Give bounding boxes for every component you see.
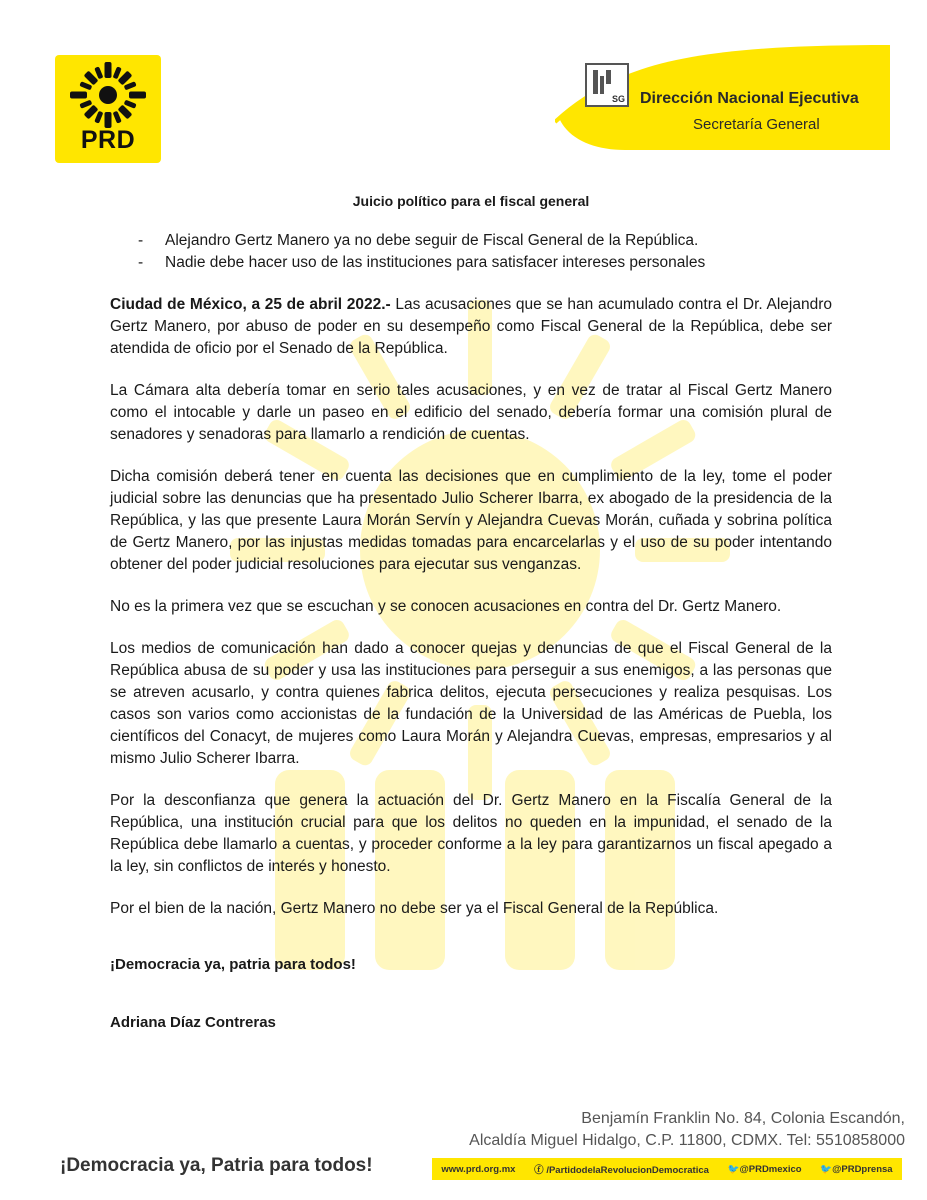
prd-logo	[55, 55, 161, 163]
bullet-item: - Nadie debe hacer uso de las instituciones para satisfacer intereses personales	[138, 252, 832, 274]
footer-address	[469, 1108, 905, 1152]
facebook-icon: ⓕ	[534, 1165, 544, 1176]
paragraph: No es la primera vez que se escuchan y se conocen acusaciones en contra del Dr. Gertz Manero.	[110, 598, 782, 615]
document-title: Juicio político para el fiscal general	[352, 193, 590, 209]
facebook-link[interactable]	[534, 1162, 709, 1176]
dne-subtitle: Secretaría General	[693, 116, 820, 133]
summary-bullets	[110, 230, 832, 274]
paragraph: La Cámara alta debería tomar en serio tales acusaciones, y en vez de tratar al Fiscal Gertz Manero como el intocable y darle un paseo en el edificio del senado, debería formar una comisión plural de senadores y senadoras para llamarlo a rendición de cuentas.	[110, 382, 832, 443]
footer-slogan: ¡Democracia ya, Patria para todos!	[60, 1155, 373, 1176]
twitter-link-2[interactable]	[820, 1164, 892, 1175]
dne-title: Dirección Nacional Ejecutiva	[640, 90, 859, 107]
website-link[interactable]: www.prd.org.mx	[441, 1163, 516, 1175]
dateline: Ciudad de México, a 25 de abril 2022.-	[110, 296, 391, 313]
paragraph-text: Las acusaciones que se han acumulado contra el Dr. Alejandro Gertz Manero, por abuso de poder en su desempeño como Fiscal General de la República, debe ser atendida de oficio por el Senado de la República.	[110, 296, 832, 357]
document-body	[110, 190, 832, 1034]
twitter-link-1[interactable]	[728, 1164, 802, 1175]
facebook-handle: /PartidodelaRevolucionDemocratica	[546, 1165, 709, 1176]
sun-icon	[65, 61, 151, 129]
paragraph-intro	[110, 294, 832, 360]
prd-logo-text: PRD	[80, 126, 136, 154]
paragraph: Los medios de comunicación han dado a conocer quejas y denuncias de que el Fiscal General de la República abusa de su poder y usa las instituciones para perseguir a sus enemigos, a las personas que se atreven acusarlo, y contra quienes fabrica delitos, ejecuta persecuciones y realiza pesquisas. Los casos son varios como accionistas de la fundación de la Universidad de las Américas de Puebla, los científicos del Conacyt, de mujeres como Laura Morán y Alejandra Cuevas, empresas, empresarios y al mismo Julio Scherer Ibarra.	[110, 640, 832, 767]
sg-label: SG	[611, 94, 625, 104]
twitter-handle: @PRDprensa	[832, 1163, 893, 1175]
address-line: Alcaldía Miguel Hidalgo, C.P. 11800, CDMX. Tel: 5510858000	[469, 1132, 905, 1149]
sg-logo	[585, 63, 629, 107]
paragraph: Dicha comisión deberá tener en cuenta las decisiones que en cumplimiento de la ley, tome el poder judicial sobre las denuncias que ha presentado Julio Scherer Ibarra, ex abogado de la presidencia de la República, y las que presente Laura Morán Servín y Alejandra Cuevas Morán, cuñada y sobrina política de Gertz Manero, por las injustas medidas tomadas para encarcelarlas y el uso de su poder intentando obtener del poder judicial resoluciones para ejecutar sus venganzas.	[110, 468, 832, 573]
twitter-icon: 🐦	[820, 1163, 833, 1175]
paragraph: Por el bien de la nación, Gertz Manero no debe ser ya el Fiscal General de la República.	[110, 900, 719, 917]
bullet-item: - Alejandro Gertz Manero ya no debe seguir de Fiscal General de la República.	[138, 230, 832, 252]
address-line: Benjamín Franklin No. 84, Colonia Escandón,	[581, 1110, 905, 1127]
twitter-icon: 🐦	[727, 1163, 740, 1175]
paragraph: Por la desconfianza que genera la actuación del Dr. Gertz Manero en la Fiscalía General de la República, una institución crucial para que los delitos no queden en la impunidad, el senado de la República debe llamarlo a cuentas, y proceder conforme a la ley para garantizarnos un fiscal apegado a la ley, sin conflictos de interés y honesto.	[110, 792, 832, 875]
signer-name: Adriana Díaz Contreras	[110, 1014, 276, 1031]
closing-slogan: ¡Democracia ya, patria para todos!	[110, 956, 356, 973]
footer-social-bar	[432, 1158, 902, 1180]
twitter-handle: @PRDmexico	[739, 1163, 802, 1175]
